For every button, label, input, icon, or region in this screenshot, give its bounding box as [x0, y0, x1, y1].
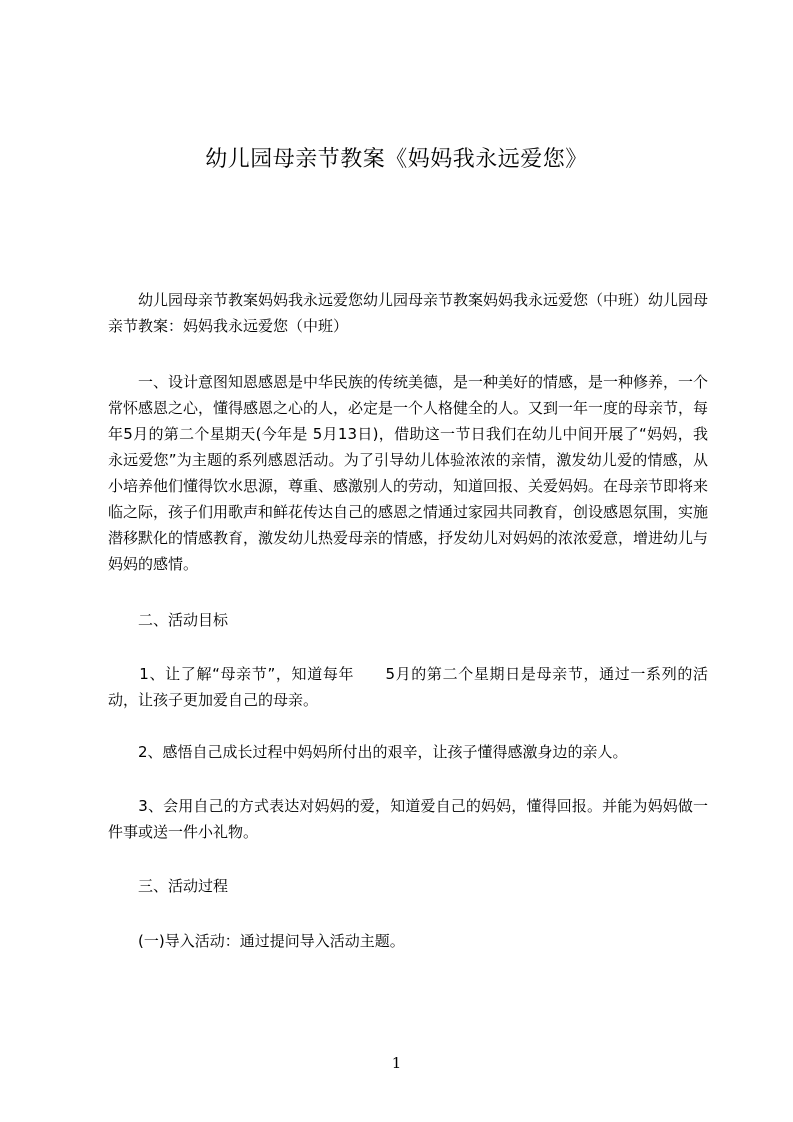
goal-item-3: 3、会用自己的方式表达对妈妈的爱，知道爱自己的妈妈，懂得回报。并能为妈妈做一件事或送一件小礼物。 — [108, 797, 708, 841]
process-step-1: (一)导入活动：通过提问导入活动主题。 — [108, 932, 405, 950]
design-intent-paragraph: 一、设计意图知恩感恩是中华民族的传统美德，是一种美好的情感，是一种修养，一个常怀感恩之心，懂得感恩之心的人，必定是一个人格健全的人。又到一年一度的母亲节，每年5月的第二个星期天(今年是 5月13日)，借助这一节日我们在幼儿中间开展了“妈妈，我永远爱您”为主题的系列感恩活动。为了引导幼儿体验浓浓的亲情，激发幼儿爱的情感，从小培养他们懂得饮水思源，尊重、感激别人的劳动，知道回报、关爱妈妈。在母亲节即将来临之际，孩子们用歌声和鲜花传达自己的感恩之情通过家园共同教育，创设感恩氛围，实施潜移默化的情感教育，激发幼儿热爱母亲的情感，抒发幼儿对妈妈的浓浓爱意，增进幼儿与妈妈的感情。 — [108, 373, 709, 573]
section-heading-process: 三、活动过程 — [108, 877, 229, 895]
intro-paragraph: 幼儿园母亲节教案妈妈我永远爱您幼儿园母亲节教案妈妈我永远爱您（中班）幼儿园母亲节教案：妈妈我永远爱您（中班） — [108, 291, 709, 335]
document-title: 幼儿园母亲节教案《妈妈我永远爱您》 — [205, 147, 588, 172]
goal-item-2: 2、感悟自己成长过程中妈妈所付出的艰辛，让孩子懂得感激身边的亲人。 — [108, 743, 628, 761]
section-heading-goals: 二、活动目标 — [108, 611, 229, 629]
page-number: 1 — [391, 1054, 402, 1072]
goal-item-1: 1、让了解“母亲节”，知道每年 5月的第二个星期日是母亲节，通过一系列的活动，让孩子更加爱自己的母亲。 — [108, 665, 708, 709]
